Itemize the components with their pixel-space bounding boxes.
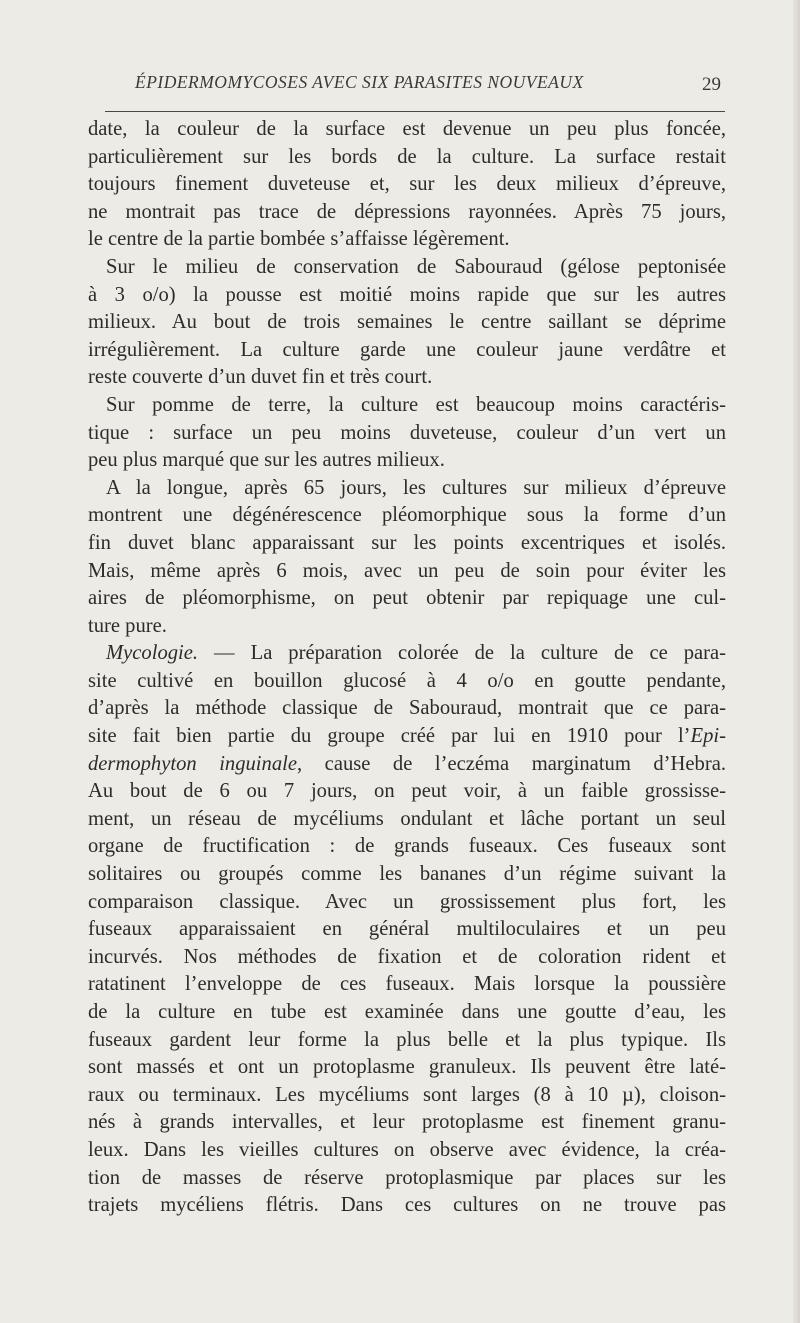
text-line — [88, 337, 726, 365]
text-line — [88, 502, 726, 530]
line-text: à 3 o/o) la pousse est moitié moins rapide que sur les autres — [88, 283, 726, 306]
text-line — [88, 226, 726, 254]
text-line — [88, 475, 726, 503]
line-text: , cause de l’eczéma marginatum d’Hebra. — [297, 752, 726, 775]
line-text: fuseaux gardent leur forme la plus belle et la plus typique. Ils — [88, 1028, 726, 1051]
line-text: de la culture en tube est examinée dans une goutte d’eau, les — [88, 1001, 726, 1023]
line-text: milieux. Au bout de trois semaines le centre saillant se déprime — [88, 311, 726, 334]
text-line — [88, 309, 726, 337]
line-text: Au bout de 6 ou 7 jours, on peut voir, à un faible grossisse- — [88, 780, 726, 803]
line-text: Mais, même après 6 mois, avec un peu de soin pour éviter les — [88, 559, 726, 582]
text-line — [88, 199, 726, 227]
text-line — [88, 751, 726, 779]
line-text: le centre de la partie bombée s’affaisse légèrement. — [88, 228, 510, 251]
text-line — [88, 668, 726, 696]
line-text: Sur pomme de terre, la culture est beaucoup moins caractéris- — [106, 393, 726, 416]
line-text: solitaires ou groupés comme les bananes d’un régime suivant la — [88, 863, 726, 886]
line-text: sont massés et ont un protoplasme granuleux. Ils peuvent être laté- — [88, 1056, 726, 1079]
line-text: particulièrement sur les bords de la culture. La surface restait — [88, 145, 726, 168]
text-line — [88, 1192, 726, 1220]
page-number: 29 — [702, 74, 721, 95]
line-text: ne montrait pas trace de dépressions rayonnées. Après 75 jours, — [88, 200, 726, 223]
line-text: comparaison classique. Avec un grossissement plus fort, les — [88, 890, 726, 913]
line-text: reste couverte d’un duvet fin et très court. — [88, 366, 433, 389]
text-line — [88, 723, 726, 751]
line-text: nés à grands intervalles, et leur protoplasme est finement granu- — [88, 1111, 726, 1134]
line-text: trajets mycéliens flétris. Dans ces cultures on ne trouve pas — [88, 1194, 726, 1217]
text-line — [88, 695, 726, 723]
italic-text: Mycologie. — [106, 642, 199, 665]
line-text: — La préparation colorée de la culture de ce para- — [198, 642, 726, 665]
line-text: tique : surface un peu moins duveteuse, couleur d’un vert un — [88, 421, 726, 444]
text-line — [88, 861, 726, 889]
text-line — [88, 585, 726, 613]
text-line — [88, 916, 726, 944]
line-text: leux. Dans les vieilles cultures on observe avec évidence, la créa- — [88, 1138, 726, 1161]
line-text: ture pure. — [88, 614, 167, 637]
line-text: montrent une dégénérescence pléomorphique sous la forme d’un — [88, 504, 726, 527]
text-line — [88, 833, 726, 861]
line-text: Sur le milieu de conservation de Sabouraud (gélose peptonisée — [106, 255, 726, 278]
text-line — [88, 778, 726, 806]
text-line — [88, 806, 726, 834]
text-line — [88, 1109, 726, 1137]
line-text: date, la couleur de la surface est devenue un peu plus foncée, — [88, 118, 726, 140]
line-text: raux ou terminaux. Les mycéliums sont larges (8 à 10 µ), cloison- — [88, 1083, 726, 1106]
text-line — [88, 144, 726, 172]
text-line — [88, 1027, 726, 1055]
text-line — [88, 364, 726, 392]
line-text: d’après la méthode classique de Sabouraud, montrait que ce para- — [88, 697, 726, 720]
text-line — [88, 420, 726, 448]
line-text: toujours finement duveteuse et, sur les deux milieux d’épreuve, — [88, 173, 726, 196]
text-line — [88, 447, 726, 475]
line-text: peu plus marqué que sur les autres milieux. — [88, 449, 445, 472]
line-text: fuseaux apparaissaient en général multiloculaires et un peu — [88, 918, 726, 941]
line-text: organe de fructification : de grands fuseaux. Ces fuseaux sont — [88, 835, 726, 858]
text-line — [88, 889, 726, 917]
line-text: tion de masses de réserve protoplasmique par places sur les — [88, 1166, 726, 1189]
line-text: aires de pléomorphisme, on peut obtenir par repiquage une cul- — [88, 587, 726, 610]
body-text — [88, 116, 726, 1220]
text-line — [88, 1054, 726, 1082]
text-line — [88, 116, 726, 144]
header-rule — [105, 111, 725, 112]
italic-text: Epi- — [690, 725, 726, 748]
text-line — [88, 640, 726, 668]
running-title: ÉPIDERMOMYCOSES AVEC SIX PARASITES NOUVEAUX — [135, 72, 584, 92]
page-edge — [793, 0, 800, 1323]
text-line — [88, 392, 726, 420]
text-line — [88, 1137, 726, 1165]
page-header — [105, 72, 721, 102]
text-line — [88, 1082, 726, 1110]
text-line — [88, 171, 726, 199]
text-line — [88, 558, 726, 586]
italic-text: dermophyton inguinale — [88, 752, 297, 775]
text-line — [88, 282, 726, 310]
line-text: ratatinent l’enveloppe de ces fuseaux. Mais lorsque la poussière — [88, 973, 726, 996]
line-text: ment, un réseau de mycéliums ondulant et lâche portant un seul — [88, 807, 726, 830]
text-line — [88, 971, 726, 999]
text-line — [88, 254, 726, 282]
text-line — [88, 1165, 726, 1193]
line-text: irrégulièrement. La culture garde une couleur jaune verdâtre et — [88, 338, 726, 361]
text-line — [88, 999, 726, 1027]
line-text: fin duvet blanc apparaissant sur les points excentriques et isolés. — [88, 531, 726, 554]
line-text: incurvés. Nos méthodes de fixation et de coloration rident et — [88, 945, 726, 968]
text-line — [88, 613, 726, 641]
text-line — [88, 944, 726, 972]
text-line — [88, 530, 726, 558]
line-text: site cultivé en bouillon glucosé à 4 o/o en goutte pendante, — [88, 669, 726, 692]
line-text: site fait bien partie du groupe créé par lui en 1910 pour l’ — [88, 725, 691, 748]
line-text: A la longue, après 65 jours, les cultures sur milieux d’épreuve — [106, 476, 726, 499]
